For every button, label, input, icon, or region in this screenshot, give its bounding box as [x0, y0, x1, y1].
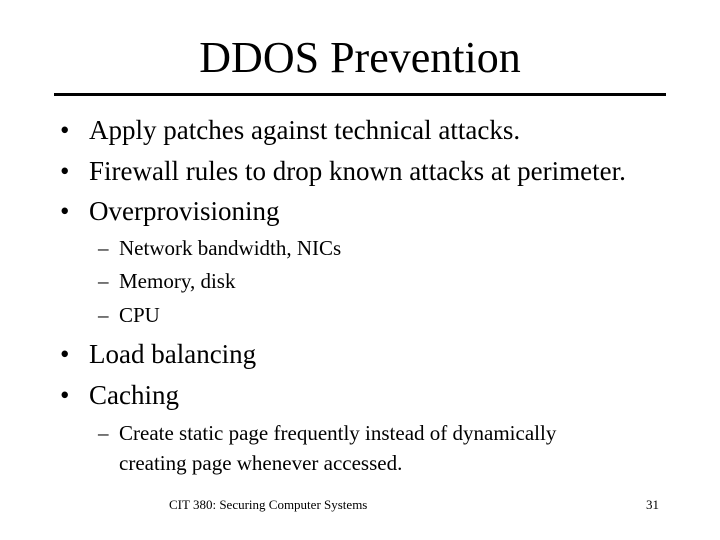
- sub-bullet-text-line-1: Create static page frequently instead of dynamically: [119, 421, 557, 445]
- footer-course-title: CIT 380: Securing Computer Systems: [169, 497, 368, 512]
- bullet-marker: •: [60, 339, 70, 369]
- sub-bullet-text-line-2: creating page whenever accessed.: [119, 451, 403, 475]
- sub-bullet-text: CPU: [119, 303, 160, 327]
- sub-bullet-text: Network bandwidth, NICs: [119, 236, 342, 260]
- bullet-text: Caching: [89, 380, 179, 410]
- bullet-text: Overprovisioning: [89, 196, 280, 226]
- bullet-marker: •: [60, 115, 70, 145]
- sub-bullet-text: Memory, disk: [119, 269, 236, 293]
- bullet-text: Load balancing: [89, 339, 257, 369]
- dash-marker: –: [98, 303, 109, 327]
- bullet-text: Firewall rules to drop known attacks at perimeter.: [89, 156, 626, 186]
- bullet-marker: •: [60, 196, 70, 226]
- page-number: 31: [646, 497, 659, 512]
- title-underline: [54, 93, 666, 96]
- bullet-text: Apply patches against technical attacks.: [89, 115, 521, 145]
- slide-title: DDOS Prevention: [199, 33, 521, 82]
- dash-marker: –: [98, 269, 109, 293]
- dash-marker: –: [98, 236, 109, 260]
- bullet-marker: •: [60, 380, 70, 410]
- dash-marker: –: [98, 421, 109, 445]
- bullet-marker: •: [60, 156, 70, 186]
